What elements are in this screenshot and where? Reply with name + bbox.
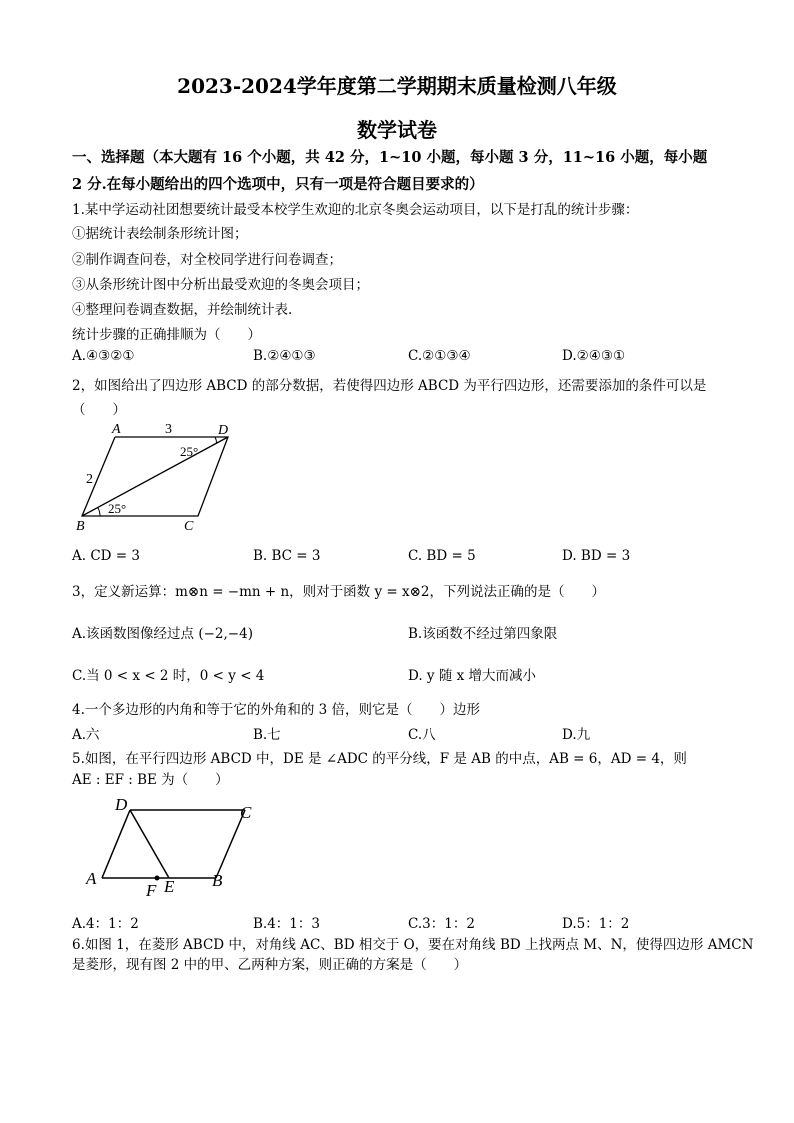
q5-option-b[interactable]: B.4：1：3 bbox=[253, 916, 320, 932]
q1-stem: 1.某中学运动社团想要统计最受本校学生欢迎的北京冬奥会运动项目，以下是打乱的统计步骤： bbox=[72, 202, 639, 218]
q3-option-a[interactable]: A.该函数图像经过点 (−2,−4) bbox=[72, 626, 253, 642]
q5-stem-line1: 5.如图，在平行四边形 ABCD 中，DE 是 ∠ADC 的平分线，F 是 AB 的中点，AB = 6，AD = 4，则 bbox=[72, 751, 687, 767]
q5-stem-line2: AE : EF : BE 为（ ） bbox=[72, 772, 229, 788]
q2-angle-d-label: 25° bbox=[180, 444, 199, 459]
section-heading-line1: 一、选择题（本大题有 16 个小题，共 42 分，1~10 小题，每小题 3 分，11~16 小题，每小题 bbox=[72, 149, 708, 166]
q1-step-4: ④整理问卷调查数据，并绘制统计表. bbox=[72, 302, 293, 318]
q4-option-d[interactable]: D.九 bbox=[562, 727, 591, 743]
q5-label-e: E bbox=[164, 877, 175, 896]
q2-stem-line1: 2，如图给出了四边形 ABCD 的部分数据，若使得四边形 ABCD 为平行四边形，还需要添加的条件可以是 bbox=[72, 378, 707, 394]
q2-stem-line2: （ ） bbox=[72, 402, 126, 418]
q2-angle-b-arc bbox=[98, 508, 100, 517]
q4-option-b[interactable]: B.七 bbox=[253, 727, 281, 743]
q5-label-c: C bbox=[240, 803, 252, 822]
q1-option-c[interactable]: C.②①③④ bbox=[408, 348, 471, 364]
section-heading bbox=[72, 144, 732, 198]
q2-angle-d-arc bbox=[215, 437, 217, 444]
q4-option-c[interactable]: C.八 bbox=[408, 727, 436, 743]
q1-step-3: ③从条形统计图中分析出最受欢迎的冬奥会项目； bbox=[72, 277, 369, 293]
q2-side-top-label: 3 bbox=[165, 422, 172, 437]
q2-side-left-label: 2 bbox=[86, 472, 93, 487]
q5-label-a: A bbox=[86, 869, 97, 888]
q5-parallelogram-figure bbox=[80, 792, 270, 902]
q5-segment-de bbox=[130, 810, 169, 878]
q2-angle-b-label: 25° bbox=[108, 501, 127, 516]
q1-step-1: ①据统计表绘制条形统计图； bbox=[72, 226, 248, 242]
q2-label-c: C bbox=[184, 519, 194, 534]
q5-option-a[interactable]: A.4：1：2 bbox=[72, 916, 139, 932]
q5-side-da bbox=[102, 810, 130, 878]
q5-option-c[interactable]: C.3：1：2 bbox=[408, 916, 475, 932]
q3-option-b[interactable]: B.该函数不经过第四象限 bbox=[408, 626, 558, 642]
q1-ask: 统计步骤的正确排顺为（ ） bbox=[72, 327, 261, 343]
q3-option-c[interactable]: C.当 0 < x < 2 时，0 < y < 4 bbox=[72, 668, 265, 684]
q5-label-b: B bbox=[212, 871, 223, 890]
q2-option-c[interactable]: C. BD = 5 bbox=[408, 548, 476, 564]
q1-option-b[interactable]: B.②④①③ bbox=[253, 348, 316, 364]
q4-stem: 4.一个多边形的内角和等于它的外角和的 3 倍，则它是（ ）边形 bbox=[72, 702, 481, 718]
q2-label-a: A bbox=[112, 422, 121, 437]
q5-option-d[interactable]: D.5：1：2 bbox=[562, 916, 630, 932]
section-heading-line2: 2 分.在每小题给出的四个选项中，只有一项是符合题目要求的） bbox=[72, 176, 484, 193]
q6-stem-line1: 6.如图 1，在菱形 ABCD 中，对角线 AC、BD 相交于 O，要在对角线 BD 上找两点 M、N，使得四边形 AMCN bbox=[72, 937, 754, 953]
q2-diagonal-bd bbox=[82, 437, 228, 516]
exam-title: 2023-2024学年度第二学期期末质量检测八年级 bbox=[177, 74, 617, 98]
q5-label-f: F bbox=[146, 881, 157, 900]
q2-parallelogram-figure bbox=[70, 420, 250, 538]
q6-stem-line2: 是菱形，现有图 2 中的甲、乙两种方案，则正确的方案是（ ） bbox=[72, 957, 468, 973]
q3-option-d[interactable]: D. y 随 x 增大而减小 bbox=[408, 668, 537, 684]
q2-label-d: D bbox=[218, 423, 229, 438]
q2-option-d[interactable]: D. BD = 3 bbox=[562, 548, 631, 564]
q2-option-a[interactable]: A. CD = 3 bbox=[72, 548, 140, 564]
q1-option-d[interactable]: D.②④③① bbox=[562, 348, 626, 364]
q1-step-2: ②制作调查问卷，对全校同学进行问卷调查； bbox=[72, 252, 342, 268]
q5-point-f bbox=[155, 876, 160, 881]
q3-stem: 3，定义新运算：m⊗n = −mn + n，则对于函数 y = x⊗2，下列说法正确的是（ ） bbox=[72, 584, 606, 600]
q4-option-a[interactable]: A.六 bbox=[72, 727, 100, 743]
q2-label-b: B bbox=[76, 519, 85, 534]
q1-option-a[interactable]: A.④③②① bbox=[72, 348, 135, 364]
q2-option-b[interactable]: B. BC = 3 bbox=[253, 548, 321, 564]
exam-subtitle: 数学试卷 bbox=[357, 118, 437, 142]
q5-label-d: D bbox=[115, 795, 128, 814]
